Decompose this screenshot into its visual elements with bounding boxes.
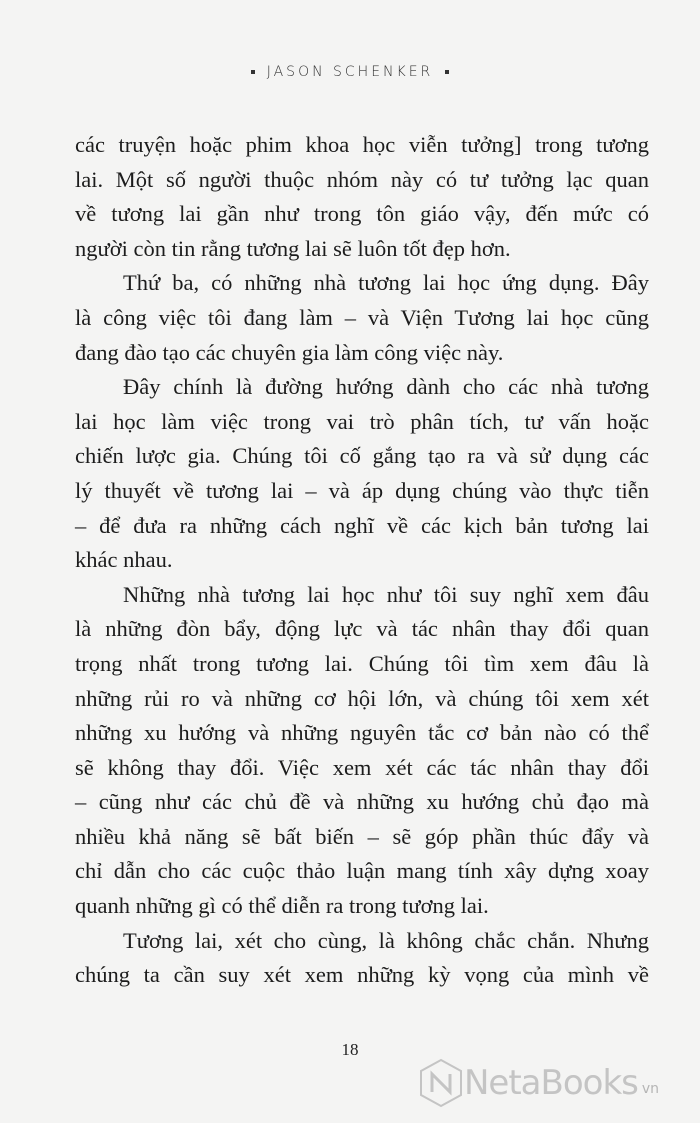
text-line: chỉ dẫn cho các cuộc thảo luận mang tính xây dựng xoay — [75, 858, 649, 884]
text-line: người còn tin rằng tương lai sẽ luôn tốt đẹp hơn. — [75, 235, 511, 261]
text-line: lý thuyết về tương lai – và áp dụng chúng vào thực tiễn — [75, 477, 649, 503]
text-line: những rủi ro và những cơ hội lớn, và chúng tôi xem xét — [75, 685, 649, 711]
page-number: 18 — [341, 1040, 359, 1059]
text-line: là công việc tôi đang làm – và Viện Tương lai học cũng — [75, 304, 649, 330]
text-line: sẽ không thay đổi. Việc xem xét các tác nhân thay đổi — [75, 754, 649, 780]
running-title: JASON SCHENKER — [266, 64, 434, 80]
text-line: – cũng như các chủ đề và những xu hướng chủ đạo mà — [75, 789, 649, 815]
paragraph — [75, 578, 649, 924]
page-body — [75, 128, 649, 993]
text-line: Những nhà tương lai học như tôi suy nghĩ xem đâu — [123, 581, 649, 607]
text-line: trọng nhất trong tương lai. Chúng tôi tìm xem đâu là — [75, 650, 649, 676]
text-line: lai học làm việc trong vai trò phân tích, tư vấn hoặc — [75, 408, 649, 434]
paragraph — [75, 370, 649, 578]
text-line: những xu hướng và những nguyên tắc cơ bản nào có thể — [75, 720, 649, 746]
paragraph — [75, 924, 649, 993]
bullet-icon — [251, 70, 255, 74]
text-line: Thứ ba, có những nhà tương lai học ứng dụng. Đây — [123, 270, 649, 296]
text-line: chiến lược gia. Chúng tôi cố gắng tạo ra và sử dụng các — [75, 443, 649, 469]
text-line: quanh những gì có thể diễn ra trong tương lai. — [75, 893, 489, 919]
text-line: đang đào tạo các chuyên gia làm công việc này. — [75, 339, 504, 365]
text-line: – để đưa ra những cách nghĩ về các kịch bản tương lai — [75, 512, 649, 538]
text-line: Tương lai, xét cho cùng, là không chắc chắn. Nhưng — [123, 927, 649, 953]
text-line: lai. Một số người thuộc nhóm này có tư tưởng lạc quan — [75, 166, 649, 192]
paragraph — [75, 128, 649, 266]
running-header — [0, 64, 700, 80]
netabooks-logo-icon — [418, 1058, 464, 1108]
watermark-brand: NetaBooks — [464, 1063, 638, 1103]
paragraph — [75, 266, 649, 370]
bullet-icon — [445, 70, 449, 74]
text-line: khác nhau. — [75, 547, 173, 573]
text-line: Đây chính là đường hướng dành cho các nhà tương — [123, 374, 649, 400]
watermark-suffix: vn — [641, 1081, 660, 1097]
text-line: là những đòn bẩy, động lực và tác nhân thay đổi quan — [75, 616, 649, 642]
text-line: các truyện hoặc phim khoa học viễn tưởng] trong tương — [75, 132, 649, 157]
text-line: chúng ta cần suy xét xem những kỳ vọng của mình về — [75, 962, 649, 988]
watermark-logo — [418, 1058, 659, 1108]
text-line: về tương lai gần như trong tôn giáo vậy, đến mức có — [75, 201, 649, 227]
text-line: nhiều khả năng sẽ bất biến – sẽ góp phần thúc đẩy và — [75, 823, 649, 849]
